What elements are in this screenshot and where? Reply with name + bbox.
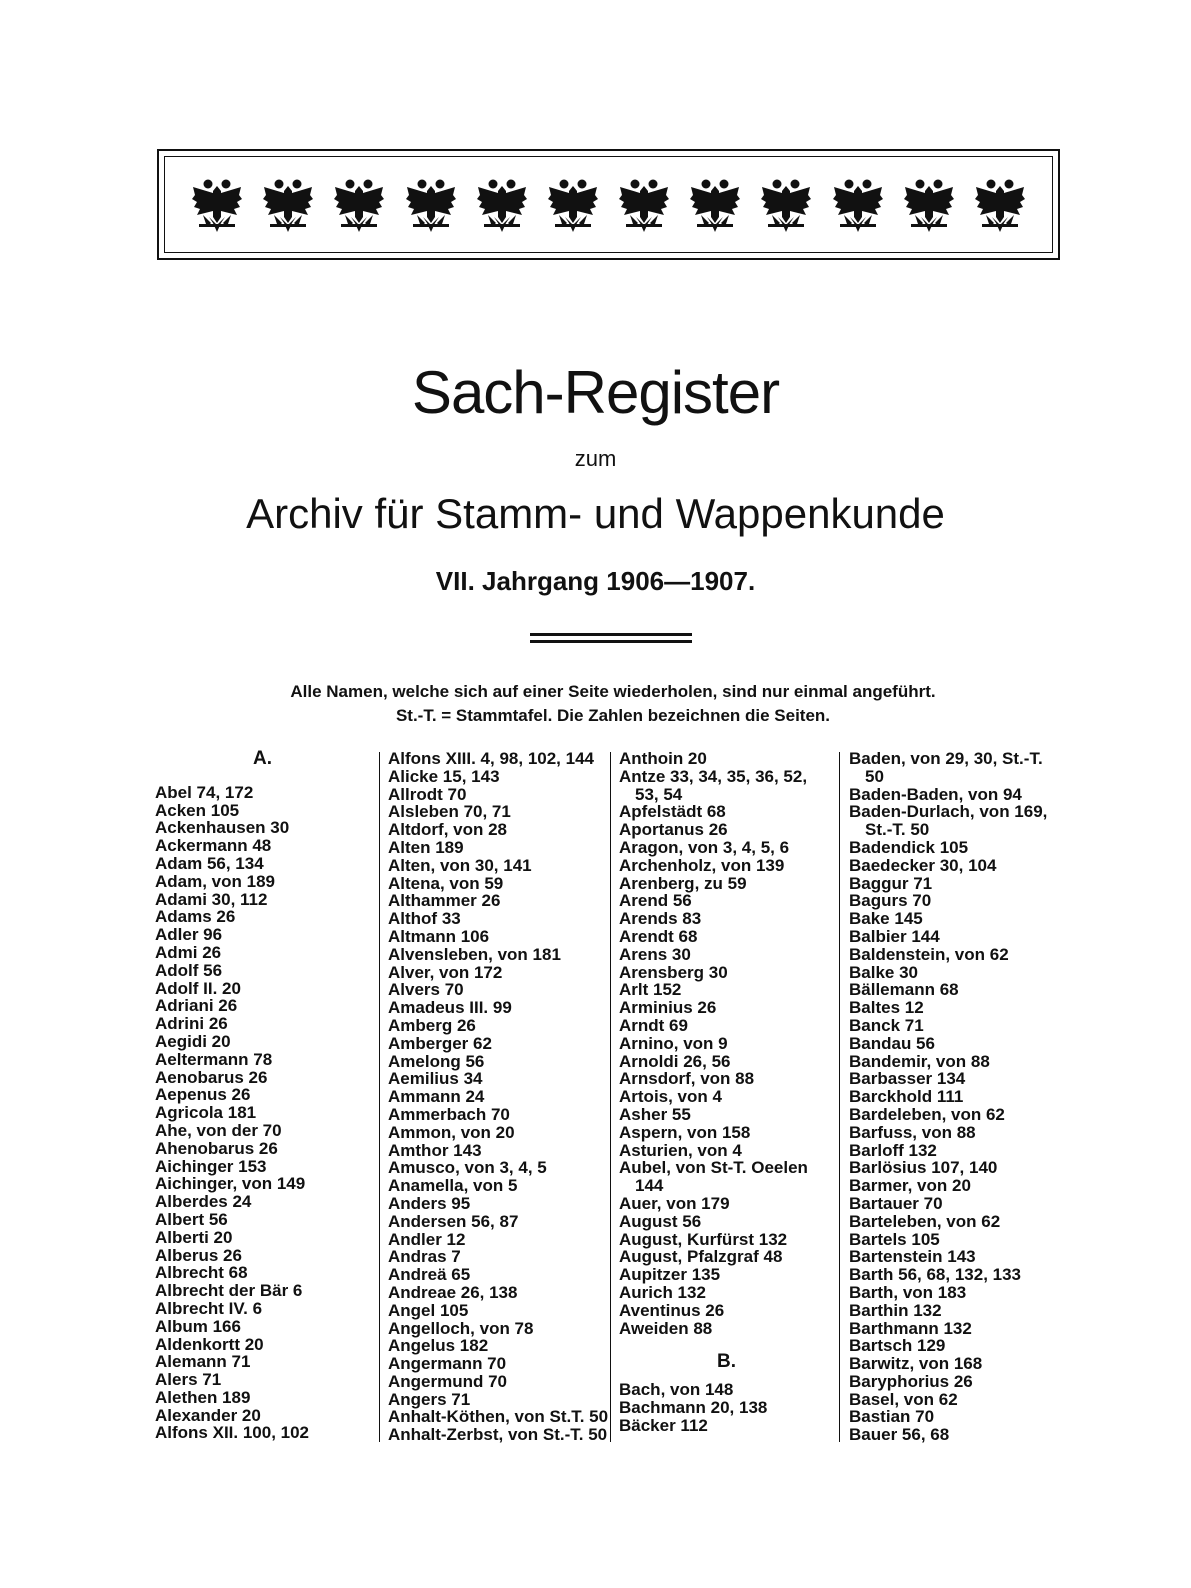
- index-entry: Alfons XII. 100, 102: [155, 1423, 310, 1443]
- eagle-icon: [689, 177, 741, 233]
- index-entry: Barckhold 111: [849, 1087, 964, 1107]
- index-entry: Baggur 71: [849, 873, 933, 893]
- index-entry: 53, 54: [635, 784, 683, 804]
- index-entry: Bachmann 20, 138: [619, 1397, 768, 1417]
- index-entry: Balbier 144: [849, 926, 940, 946]
- index-entry: Alten 189: [388, 837, 464, 857]
- index-entry: Andler 12: [388, 1229, 466, 1249]
- column-separator: [610, 752, 611, 1442]
- index-entry: St.-T. 50: [865, 820, 930, 840]
- index-entry: Aichinger, von 149: [155, 1174, 306, 1194]
- index-entry: Aurich 132: [619, 1282, 706, 1302]
- index-entry: Alvensleben, von 181: [388, 944, 561, 964]
- index-entry: Anamella, von 5: [388, 1176, 518, 1196]
- index-entry: Ackenhausen 30: [155, 818, 290, 838]
- index-entry: Alberti 20: [155, 1227, 233, 1247]
- index-entry: Altmann 106: [388, 926, 490, 946]
- index-entry: Althof 33: [388, 909, 461, 929]
- index-entry: Alicke 15, 143: [388, 766, 500, 786]
- index-entry: Baden-Durlach, von 169,: [849, 802, 1048, 822]
- index-entry: Baden, von 29, 30, St.-T.: [849, 749, 1043, 768]
- eagle-icon: [191, 177, 243, 233]
- column-separator: [839, 752, 840, 1442]
- index-entry: Agricola 181: [155, 1103, 257, 1123]
- index-entry: Albrecht 68: [155, 1263, 248, 1283]
- index-entry: Ammerbach 70: [388, 1104, 510, 1124]
- index-entry: Albrecht der Bär 6: [155, 1281, 303, 1301]
- index-entry: Barmer, von 20: [849, 1176, 971, 1196]
- index-entry: August, Pfalzgraf 48: [619, 1247, 783, 1267]
- index-entry: Aweiden 88: [619, 1318, 713, 1338]
- index-entry: Arminius 26: [619, 998, 717, 1018]
- index-entry: Amthor 143: [388, 1140, 482, 1160]
- index-entry: Aubel, von St-T. Oeelen: [619, 1158, 808, 1178]
- index-column-1: [155, 750, 370, 1442]
- index-entry: Alers 71: [155, 1370, 222, 1390]
- index-entry: Albrecht IV. 6: [155, 1298, 263, 1318]
- index-entry: Andras 7: [388, 1247, 461, 1267]
- index-entry: Bartenstein 143: [849, 1247, 976, 1267]
- index-entry: Allrodt 70: [388, 784, 467, 804]
- index-entry: August, Kurfürst 132: [619, 1229, 788, 1249]
- index-entry: Balke 30: [849, 962, 918, 982]
- index-entry: Bandau 56: [849, 1033, 935, 1053]
- index-entry: Arnsdorf, von 88: [619, 1069, 755, 1089]
- index-entry: Bällemann 68: [849, 980, 959, 1000]
- index-entry: Angel 105: [388, 1300, 469, 1320]
- index-entry: Aegidi 20: [155, 1031, 231, 1051]
- index-entry: Arens 30: [619, 944, 691, 964]
- eagle-icon: [760, 177, 812, 233]
- index-entry: Aenobarus 26: [155, 1067, 268, 1087]
- index-entry: Barthmann 132: [849, 1318, 972, 1338]
- index-entry: Arenberg, zu 59: [619, 873, 747, 893]
- eagle-icon: [974, 177, 1026, 233]
- index-entry: Arnino, von 9: [619, 1033, 728, 1053]
- index-entry: Ammon, von 20: [388, 1122, 515, 1142]
- index-entry: Ahe, von der 70: [155, 1120, 282, 1140]
- index-entry: Alvers 70: [388, 980, 464, 1000]
- index-entry: Bandemir, von 88: [849, 1051, 990, 1071]
- index-entry: Barfuss, von 88: [849, 1122, 976, 1142]
- index-entry: Ackermann 48: [155, 836, 272, 856]
- index-entry: Andreä 65: [388, 1265, 471, 1285]
- index-entry: Barloff 132: [849, 1140, 937, 1160]
- index-entry: Anthoin 20: [619, 749, 707, 768]
- header-ornament-frame: [157, 149, 1060, 260]
- eagle-icon: [333, 177, 385, 233]
- publication-title: Archiv für Stamm- und Wappenkunde: [246, 490, 945, 537]
- index-entry: Alfons XIII. 4, 98, 102, 144: [388, 749, 594, 768]
- index-column-3: [619, 750, 834, 1434]
- index-entry: Bardeleben, von 62: [849, 1104, 1005, 1124]
- index-entry: Aventinus 26: [619, 1300, 725, 1320]
- index-entry: Artois, von 4: [619, 1087, 722, 1107]
- index-entry: Asturien, von 4: [619, 1140, 742, 1160]
- index-entry: Angers 71: [388, 1389, 471, 1409]
- index-entry: Arndt 69: [619, 1015, 688, 1035]
- index-entry: Aspern, von 158: [619, 1122, 751, 1142]
- index-entry: Album 166: [155, 1316, 241, 1336]
- index-entry: Baden-Baden, von 94: [849, 784, 1022, 804]
- index-entry: Adams 26: [155, 907, 236, 927]
- eagle-icon: [405, 177, 457, 233]
- column-separator: [379, 752, 380, 1442]
- index-entry: Bastian 70: [849, 1407, 935, 1427]
- eagle-icon: [618, 177, 670, 233]
- index-entry: Amberger 62: [388, 1033, 492, 1053]
- eagle-icon: [547, 177, 599, 233]
- index-entry: Barth 56, 68, 132, 133: [849, 1265, 1022, 1285]
- index-entry: Badendick 105: [849, 837, 969, 857]
- index-entry: Adler 96: [155, 925, 223, 945]
- index-entry: Asher 55: [619, 1104, 691, 1124]
- page-title: Sach-Register: [411, 359, 780, 426]
- index-entry: Bäcker 112: [619, 1415, 708, 1435]
- index-entry: Adrini 26: [155, 1014, 228, 1034]
- index-entry: Barth, von 183: [849, 1282, 967, 1302]
- index-entry: Baldenstein, von 62: [849, 944, 1009, 964]
- double-rule-bottom: [530, 640, 692, 643]
- index-entry: Antze 33, 34, 35, 36, 52,: [619, 766, 808, 786]
- index-entry: Amelong 56: [388, 1051, 485, 1071]
- index-entry: Arendt 68: [619, 926, 698, 946]
- index-entry: Angermann 70: [388, 1354, 507, 1374]
- index-entry: Abel 74, 172: [155, 782, 254, 802]
- index-entry: Arend 56: [619, 891, 692, 911]
- index-entry: Aportanus 26: [619, 820, 728, 840]
- index-entry: Auer, von 179: [619, 1193, 730, 1213]
- index-entry: Adami 30, 112: [155, 889, 268, 909]
- index-entry: Amadeus III. 99: [388, 998, 512, 1018]
- index-entry: Bauer 56, 68: [849, 1425, 950, 1445]
- index-entry: Arnoldi 26, 56: [619, 1051, 731, 1071]
- index-entry: Barthin 132: [849, 1300, 942, 1320]
- index-entry: Amusco, von 3, 4, 5: [388, 1158, 547, 1178]
- eagle-icon: [476, 177, 528, 233]
- index-entry: Bartauer 70: [849, 1193, 943, 1213]
- index-entry: Baedecker 30, 104: [849, 855, 997, 875]
- index-entry: Alethen 189: [155, 1387, 251, 1407]
- index-column-4: [849, 750, 1069, 1444]
- index-entry: Arends 83: [619, 909, 702, 929]
- index-entry: Banck 71: [849, 1015, 924, 1035]
- double-rule-top: [530, 633, 692, 636]
- index-entry: Aemilius 34: [388, 1069, 483, 1089]
- index-entry: August 56: [619, 1211, 702, 1231]
- index-entry: Barwitz, von 168: [849, 1354, 983, 1374]
- index-entry: Ammann 24: [388, 1087, 485, 1107]
- index-entry: Bartels 105: [849, 1229, 940, 1249]
- index-entry: Arensberg 30: [619, 962, 728, 982]
- index-entry: Alsleben 70, 71: [388, 802, 511, 822]
- index-entry: Apfelstädt 68: [619, 802, 726, 822]
- index-entry: Anhalt-Zerbst, von St.-T. 50: [388, 1425, 608, 1445]
- eagle-icon: [903, 177, 955, 233]
- index-entry: Arlt 152: [619, 980, 682, 1000]
- index-entry: Aupitzer 135: [619, 1265, 721, 1285]
- eagle-icon: [832, 177, 884, 233]
- section-letter: B.: [717, 1351, 736, 1373]
- index-entry: Barteleben, von 62: [849, 1211, 1001, 1231]
- volume-year: VII. Jahrgang 1906—1907.: [435, 566, 756, 596]
- index-entry: Anders 95: [388, 1193, 471, 1213]
- index-entry: Barlösius 107, 140: [849, 1158, 998, 1178]
- index-entry: Andreae 26, 138: [388, 1282, 518, 1302]
- index-entry: Angelloch, von 78: [388, 1318, 534, 1338]
- index-entry: Adam, von 189: [155, 871, 275, 891]
- index-entry: Acken 105: [155, 800, 240, 820]
- index-entry: Adolf 56: [155, 960, 223, 980]
- index-entry: Aepenus 26: [155, 1085, 251, 1105]
- index-entry: Baltes 12: [849, 998, 924, 1018]
- index-entry: Baryphorius 26: [849, 1371, 973, 1391]
- index-entry: Adriani 26: [155, 996, 238, 1016]
- index-entry: Alberdes 24: [155, 1192, 252, 1212]
- index-entry: 144: [635, 1176, 664, 1196]
- index-entry: Angelus 182: [388, 1336, 489, 1356]
- index-entry: Angermund 70: [388, 1371, 508, 1391]
- index-entry: Albert 56: [155, 1209, 228, 1229]
- index-entry: Alemann 71: [155, 1352, 251, 1372]
- index-entry: Altena, von 59: [388, 873, 504, 893]
- index-entry: Bach, von 148: [619, 1380, 734, 1400]
- index-entry: Amberg 26: [388, 1015, 476, 1035]
- eagle-row: [164, 156, 1053, 253]
- index-entry: Alten, von 30, 141: [388, 855, 532, 875]
- index-entry: Archenholz, von 139: [619, 855, 785, 875]
- index-entry: Adam 56, 134: [155, 853, 264, 873]
- index-entry: Altdorf, von 28: [388, 820, 508, 840]
- index-entry: Bartsch 129: [849, 1336, 946, 1356]
- index-entry: Aldenkortt 20: [155, 1334, 264, 1354]
- index-entry: Alberus 26: [155, 1245, 242, 1265]
- eagle-icon: [262, 177, 314, 233]
- index-entry: Andersen 56, 87: [388, 1211, 519, 1231]
- index-entry: Alver, von 172: [388, 962, 503, 982]
- index-entry: Aragon, von 3, 4, 5, 6: [619, 837, 790, 857]
- index-entry: Basel, von 62: [849, 1389, 958, 1409]
- title-connector: zum: [574, 446, 617, 471]
- note-line-1: Alle Namen, welche sich auf einer Seite wiederholen, sind nur einmal angeführt.: [290, 682, 936, 701]
- index-entry: Ahenobarus 26: [155, 1138, 278, 1158]
- index-column-2: [388, 750, 610, 1444]
- section-letter: A.: [253, 748, 272, 769]
- index-entry: Bagurs 70: [849, 891, 932, 911]
- index-entry: Althammer 26: [388, 891, 501, 911]
- index-entry: Alexander 20: [155, 1405, 261, 1425]
- index-entry: Aichinger 153: [155, 1156, 267, 1176]
- index-entry: Anhalt-Köthen, von St.T. 50: [388, 1407, 609, 1427]
- index-entry: Bake 145: [849, 909, 923, 929]
- note-line-2: St.-T. = Stammtafel. Die Zahlen bezeichnen die Seiten.: [395, 706, 831, 725]
- index-entry: Aeltermann 78: [155, 1049, 273, 1069]
- index-entry: Admi 26: [155, 942, 222, 962]
- index-entry: 50: [865, 766, 884, 786]
- index-entry: Adolf II. 20: [155, 978, 241, 998]
- index-entry: Barbasser 134: [849, 1069, 966, 1089]
